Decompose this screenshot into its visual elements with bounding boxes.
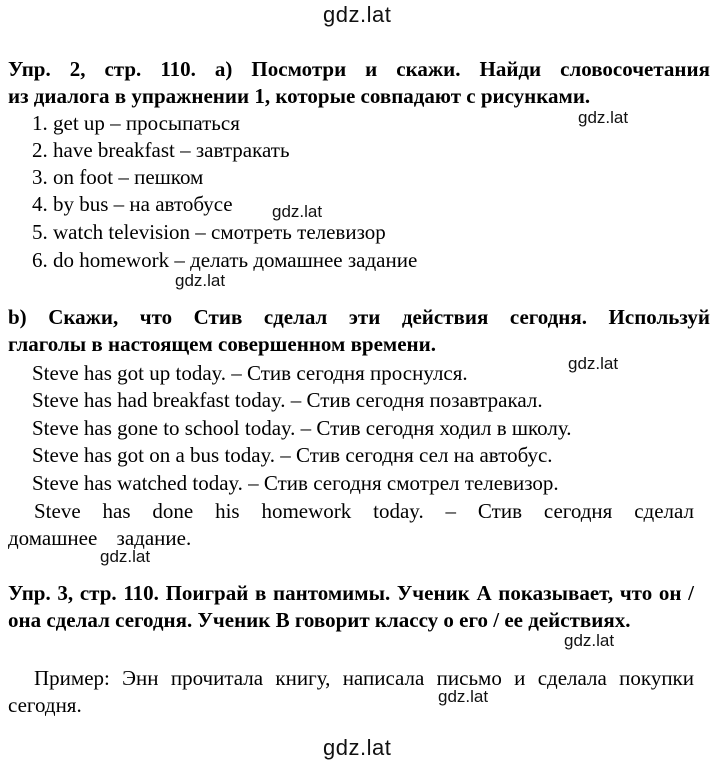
exercise-3-example: Пример: Энн прочитала книгу, написала письмо и сделала покупки сегодня. [8,666,694,717]
sentence-3: Steve has gone to school today. – Стив сегодня ходил в школу. [32,416,572,440]
watermark: gdz.lat [564,631,615,650]
vocab-item-2: 2. have breakfast – завтракать [32,138,290,162]
vocab-item-1: 1. get up – просыпаться [32,111,240,135]
exercise-2b-heading-line2: глаголы в настоящем совершенном времени. [8,332,436,356]
sentence-6: Steve has done his homework today. – Стив сегодня сделал домашнее задание. [8,499,694,550]
watermark: gdz.lat [438,687,489,706]
vocab-item-5: 5. watch television – смотреть телевизор [32,220,386,244]
sentence-1: Steve has got up today. – Стив сегодня проснулся. [32,361,468,385]
watermark: gdz.lat [568,354,619,373]
watermark: gdz.lat [175,271,226,290]
vocab-item-3: 3. on foot – пешком [32,165,204,189]
watermark: gdz.lat [100,547,151,566]
watermark-bottom: gdz.lat [323,735,392,760]
exercise-2a-heading-line2: из диалога в упражнении 1, которые совпадают с рисунками. [8,84,591,108]
watermark: gdz.lat [272,202,323,221]
exercise-2a-heading-line1: Упр. 2, стр. 110. a) Посмотри и скажи. Найди словосочетания [8,57,710,81]
exercise-3-heading: Упр. 3, стр. 110. Поиграй в пантомимы. Ученик А показывает, что он / она сделал сегодня. Ученик В говорит классу о его / ее действиях. [8,581,694,632]
exercise-2b-heading-line1: b) Скажи, что Стив сделал эти действия сегодня. Используй [8,305,710,329]
sentence-4: Steve has got on a bus today. – Стив сегодня сел на автобус. [32,443,553,467]
watermark-top: gdz.lat [323,2,392,27]
sentence-2: Steve has had breakfast today. – Стив сегодня позавтракал. [32,388,543,412]
sentence-5: Steve has watched today. – Стив сегодня смотрел телевизор. [32,471,559,495]
vocab-item-4: 4. by bus – на автобусе [32,192,233,216]
watermark: gdz.lat [578,108,629,127]
vocab-item-6: 6. do homework – делать домашнее задание [32,248,418,272]
